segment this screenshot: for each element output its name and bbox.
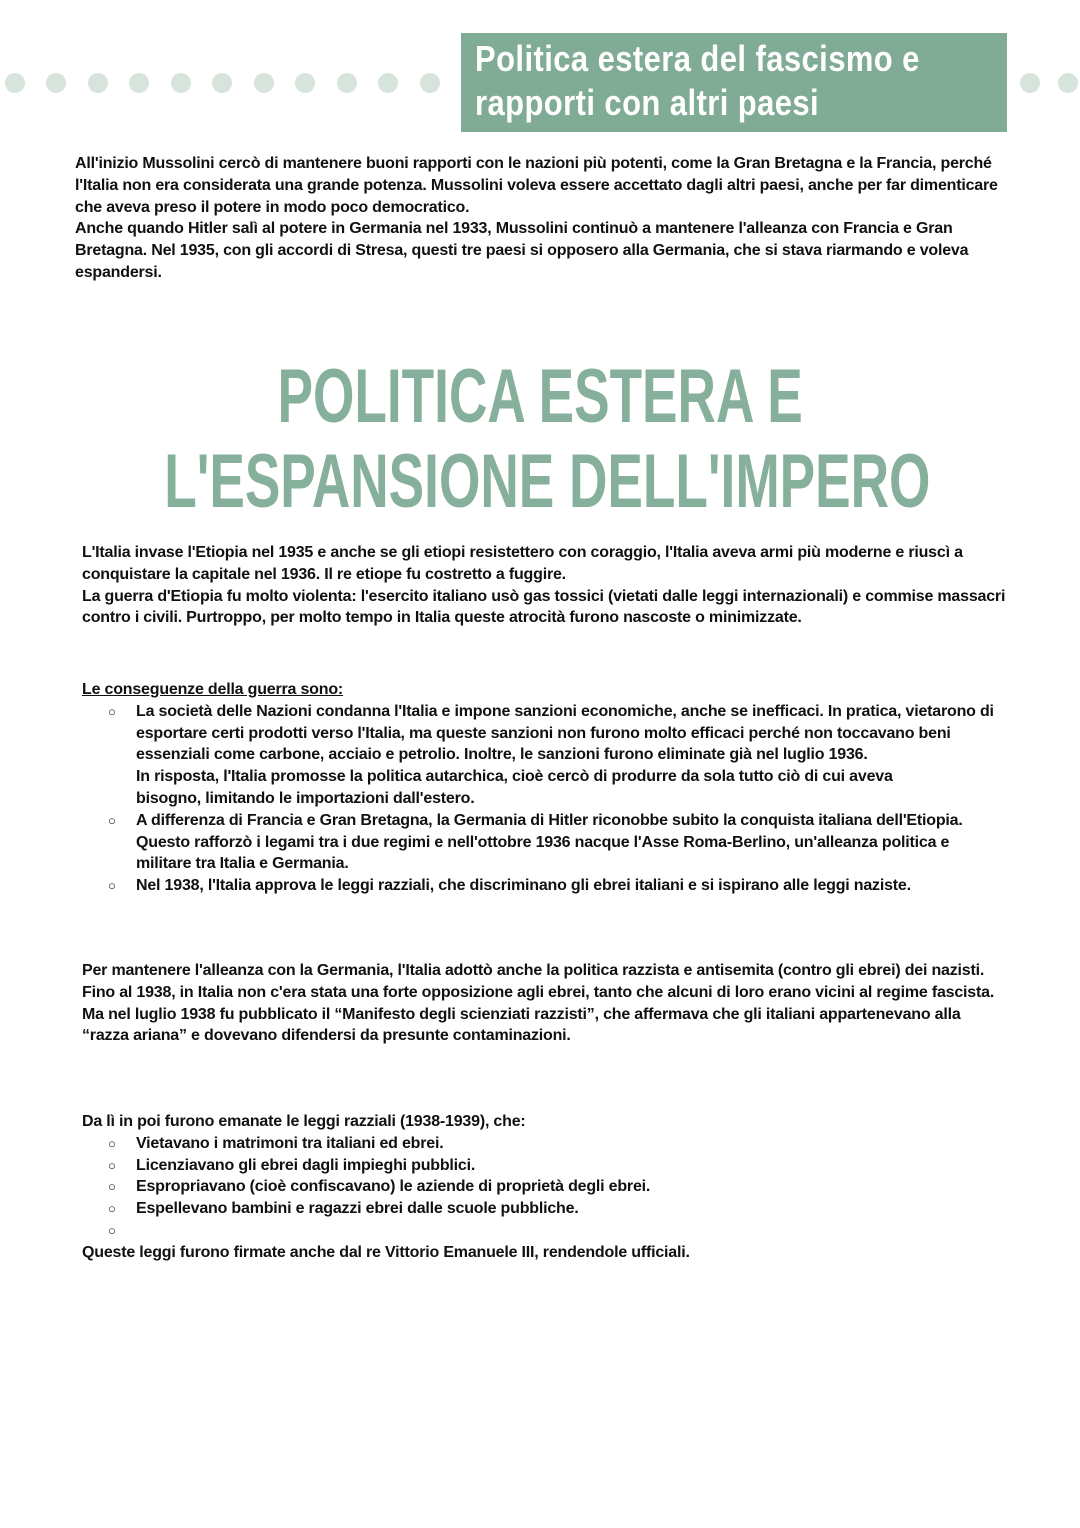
consequences-section: [82, 679, 1007, 897]
list-item: [82, 1220, 1007, 1242]
bullet-icon: ○: [108, 1135, 116, 1151]
paragraph: Fino al 1938, in Italia non c'era stata una forte opposizione agli ebrei, tanto che alcuni di loro erano vicini al regime fascista. Ma nel luglio 1938 fu pubblicato il “Manifesto degli scienziati razzisti”, che affermava che gli italiani appartenevano alla “razza ariana” e dovevano difendersi da presunte contaminazioni.: [82, 983, 995, 1045]
racism-section: [82, 960, 1007, 1047]
section-title-line-1: [0, 355, 1080, 439]
laws-list: [82, 1133, 1007, 1242]
dot: [171, 73, 191, 93]
item-text: La società delle Nazioni condanna l'Italia e impone sanzioni economiche, anche se inefficaci. In pratica, vietarono di esportare certi prodotti verso l'Italia, ma queste sanzioni non furono molto efficaci perché non toccavano beni essenziali come carbone, acciaio e petrolio. Inoltre, le sanzioni furono eliminate già nel luglio 1936.: [136, 702, 994, 764]
list-item: [82, 701, 1007, 810]
item-extra: In risposta, l'Italia promosse la politica autarchica, cioè cercò di produrre da sola tutto ciò di cui aveva bisogno, limitando le importazioni dall'estero.: [136, 768, 893, 807]
laws-intro: Da lì in poi furono emanate le leggi razziali (1938-1939), che:: [82, 1113, 526, 1130]
list-item: [82, 1198, 1007, 1220]
bullet-icon: ○: [108, 812, 116, 828]
page-title: [475, 37, 920, 125]
consequences-heading: Le conseguenze della guerra sono:: [82, 681, 344, 698]
item-text: Licenziavano gli ebrei dagli impieghi pubblici.: [136, 1156, 476, 1174]
dot: [88, 73, 108, 93]
bullet-icon: ○: [108, 703, 116, 719]
header-box: [461, 33, 1007, 132]
dot: [5, 73, 25, 93]
item-text: A differenza di Francia e Gran Bretagna, la Germania di Hitler riconobbe subito la conquista italiana dell'Etiopia. Questo rafforzò i legami tra i due regimi e nell'ottobre 1936 nacque l'Asse Roma-Berlino, un'alleanza politica e militare tra Italia e Germania.: [136, 811, 963, 873]
dot: [378, 73, 398, 93]
paragraph: All'inizio Mussolini cercò di mantenere buoni rapporti con le nazioni più potenti, come la Gran Bretagna e la Francia, perché l'Italia non era considerata una grande potenza. Mussolini voleva essere accettato dagli altri paesi, anche per far dimenticare che aveva preso il potere in modo poco democratico.: [75, 155, 998, 216]
dot: [212, 73, 232, 93]
dot: [1020, 73, 1040, 93]
intro-section: [75, 153, 1010, 284]
section-title-line-2: [0, 440, 1080, 524]
dot: [1058, 73, 1078, 93]
paragraph: L'Italia invase l'Etiopia nel 1935 e anche se gli etiopi resistettero con coraggio, l'Italia aveva armi più moderne e riuscì a conquistare la capitale nel 1936. Il re etiope fu costretto a fuggire.: [82, 544, 963, 583]
bullet-icon: ○: [108, 1179, 116, 1195]
dot: [295, 73, 315, 93]
paragraph: Per mantenere l'alleanza con la Germania, l'Italia adottò anche la politica razzista e antisemita (contro gli ebrei) dei nazisti.: [82, 962, 985, 979]
title-line-1: Politica estera del fascismo e: [475, 38, 920, 79]
dot: [337, 73, 357, 93]
title-line-2: rapporti con altri paesi: [475, 82, 820, 123]
laws-section: [82, 1111, 1007, 1264]
dot: [254, 73, 274, 93]
consequences-list: [82, 701, 1007, 897]
ethiopia-section: [82, 542, 1007, 629]
list-item: [82, 1176, 1007, 1198]
paragraph: La guerra d'Etiopia fu molto violenta: l'esercito italiano usò gas tossici (vietati dalle leggi internazionali) e commise massacri contro i civili. Purtroppo, per molto tempo in Italia queste atrocità furono nascoste o minimizzate.: [82, 587, 1006, 627]
paragraph: Anche quando Hitler salì al potere in Germania nel 1933, Mussolini continuò a mantenere l'alleanza con Francia e Gran Bretagna. Nel 1935, con gli accordi di Stresa, questi tre paesi si opposero alla Germania, che si stava riarmando e voleva espandersi.: [75, 220, 969, 281]
list-item: [82, 875, 1007, 897]
laws-closing: Queste leggi furono firmate anche dal re Vittorio Emanuele III, rendendole ufficiali.: [82, 1243, 690, 1261]
bullet-icon: ○: [108, 1201, 116, 1217]
dot: [129, 73, 149, 93]
bullet-icon: ○: [108, 1157, 116, 1173]
dot: [420, 73, 440, 93]
bullet-icon: ○: [108, 1222, 116, 1238]
dot: [46, 73, 66, 93]
bullet-icon: ○: [108, 878, 116, 894]
section-title-text: L'ESPANSIONE DELL'IMPERO: [164, 439, 931, 524]
item-text: Nel 1938, l'Italia approva le leggi razziali, che discriminano gli ebrei italiani e si ispirano alle leggi naziste.: [136, 877, 911, 895]
section-title-text: POLITICA ESTERA E: [277, 354, 803, 439]
item-text: Vietavano i matrimoni tra italiani ed ebrei.: [136, 1134, 444, 1152]
list-item: [82, 1133, 1007, 1155]
item-text: Espropriavano (cioè confiscavano) le aziende di proprietà degli ebrei.: [136, 1178, 651, 1196]
list-item: [82, 810, 1007, 875]
item-text: Espellevano bambini e ragazzi ebrei dalle scuole pubbliche.: [136, 1200, 579, 1218]
list-item: [82, 1155, 1007, 1177]
